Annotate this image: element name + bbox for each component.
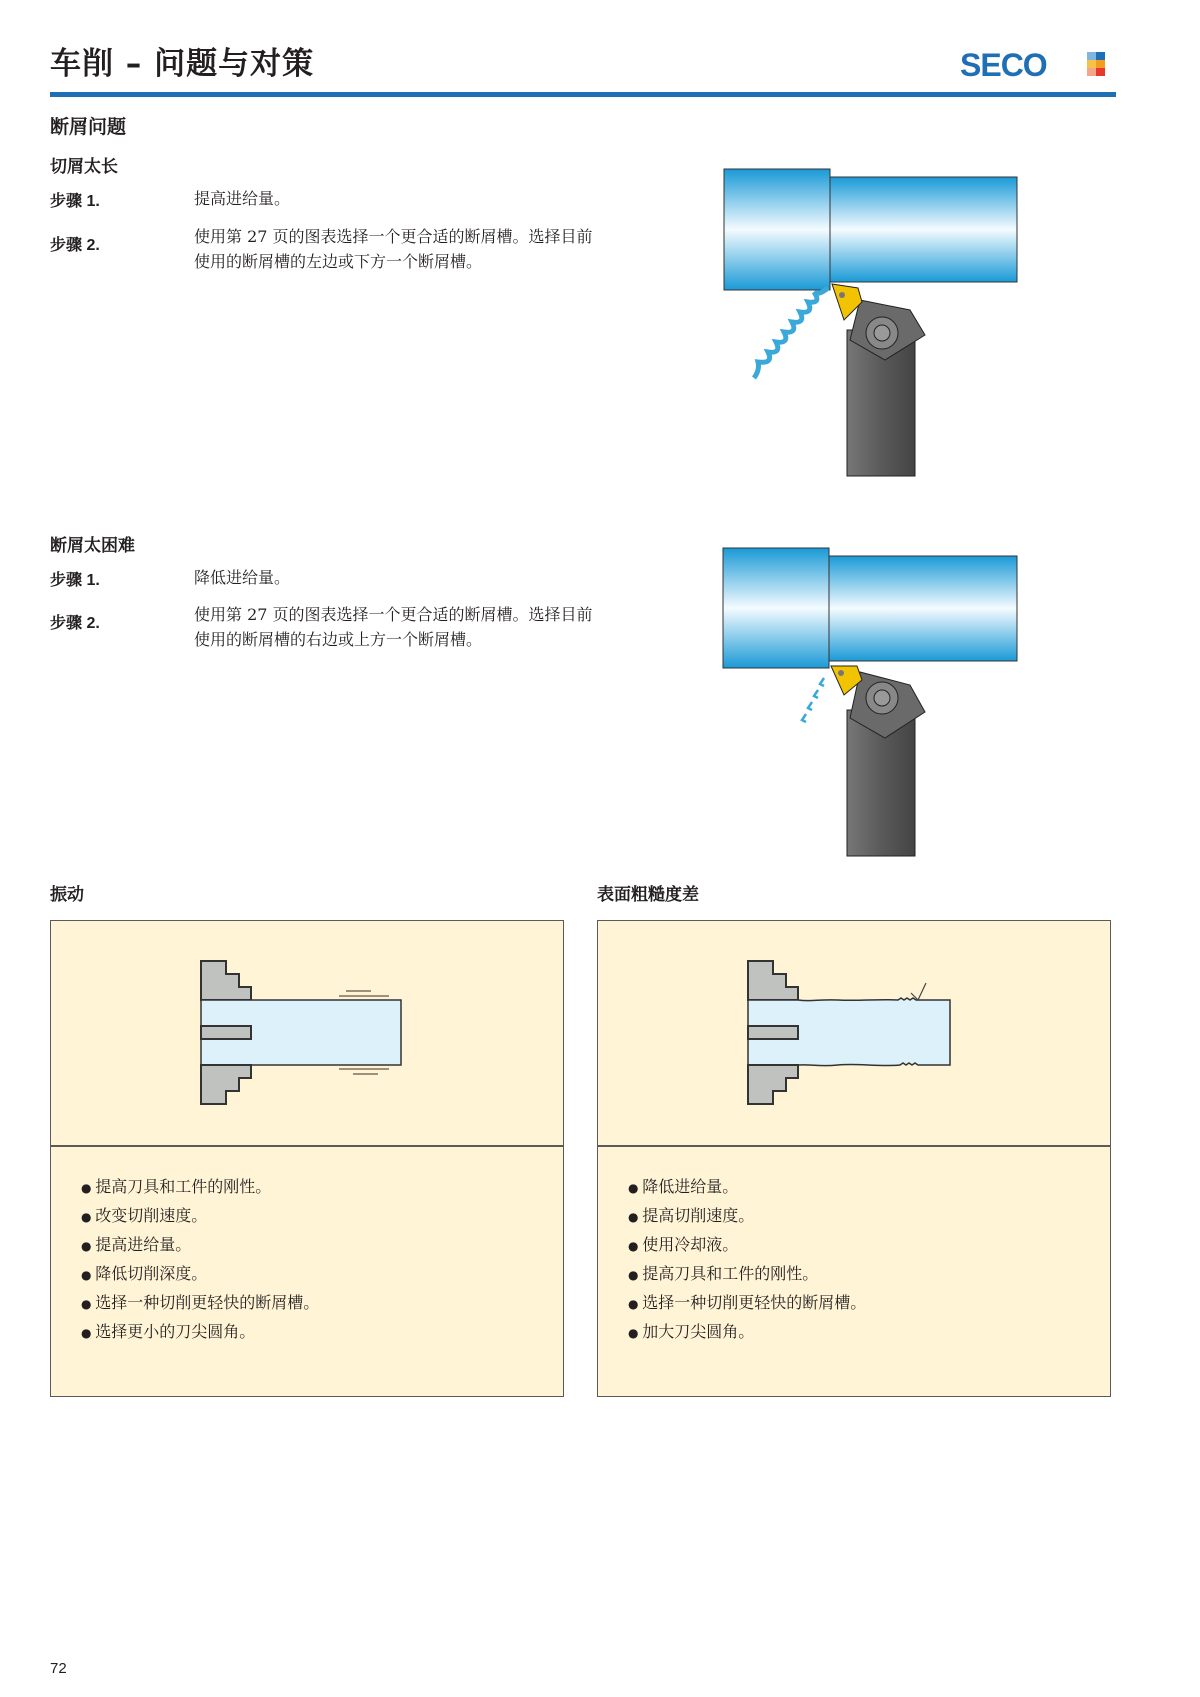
list-item: ● 选择更小的刀尖圆角。: [81, 1318, 319, 1347]
list-item: ● 提高切削速度。: [628, 1202, 866, 1231]
step-text-line: 使用第 27 页的图表选择一个更合适的断屑槽。选择目前: [194, 605, 593, 624]
step-label: 步骤 2.: [50, 615, 100, 632]
divider: [51, 1145, 563, 1147]
list-item: ● 提高刀具和工件的刚性。: [81, 1173, 319, 1202]
list-item: ● 提高进给量。: [81, 1231, 319, 1260]
list-item: ● 降低进给量。: [628, 1173, 866, 1202]
vibration-box: [50, 920, 564, 1397]
step-text-line: 使用第 27 页的图表选择一个更合适的断屑槽。选择目前: [194, 227, 593, 246]
page-number: 72: [50, 1660, 67, 1677]
list-item: ● 选择一种切削更轻快的断屑槽。: [628, 1289, 866, 1318]
step-text-line: 使用的断屑槽的右边或上方一个断屑槽。: [194, 630, 483, 649]
section-heading: 断屑问题: [50, 116, 127, 138]
list-item: ● 选择一种切削更轻快的断屑槽。: [81, 1289, 319, 1318]
vibration-illustration: [51, 921, 563, 1145]
step-text: 降低进给量。: [194, 568, 291, 587]
step-label: 步骤 2.: [50, 237, 100, 254]
svg-text:SECO: SECO: [960, 48, 1047, 80]
vibration-list: [81, 1173, 319, 1347]
short-chip-illustration: [720, 540, 1040, 860]
surface-box: [597, 920, 1111, 1397]
header-rule: [50, 92, 1116, 97]
step-label: 步骤 1.: [50, 193, 100, 210]
long-chip-illustration: [720, 160, 1040, 490]
surface-list: [628, 1173, 866, 1347]
list-item: ● 加大刀尖圆角。: [628, 1318, 866, 1347]
surface-illustration: [598, 921, 1110, 1145]
surface-heading: 表面粗糙度差: [597, 885, 699, 905]
step-text-line: 使用的断屑槽的左边或下方一个断屑槽。: [194, 252, 483, 271]
subsection-heading: 断屑太困难: [50, 536, 135, 556]
list-item: ● 降低切削深度。: [81, 1260, 319, 1289]
step-text: [194, 602, 593, 652]
page-title: 车削 – 问题与对策: [50, 46, 315, 82]
list-item: ● 改变切削速度。: [81, 1202, 319, 1231]
list-item: ● 使用冷却液。: [628, 1231, 866, 1260]
seco-logo: [960, 48, 1120, 80]
divider: [598, 1145, 1110, 1147]
step-text: 提高进给量。: [194, 189, 291, 208]
subsection-heading: 切屑太长: [50, 157, 118, 177]
vibration-heading: 振动: [50, 885, 84, 905]
step-text: [194, 224, 593, 274]
list-item: ● 提高刀具和工件的刚性。: [628, 1260, 866, 1289]
step-label: 步骤 1.: [50, 572, 100, 589]
